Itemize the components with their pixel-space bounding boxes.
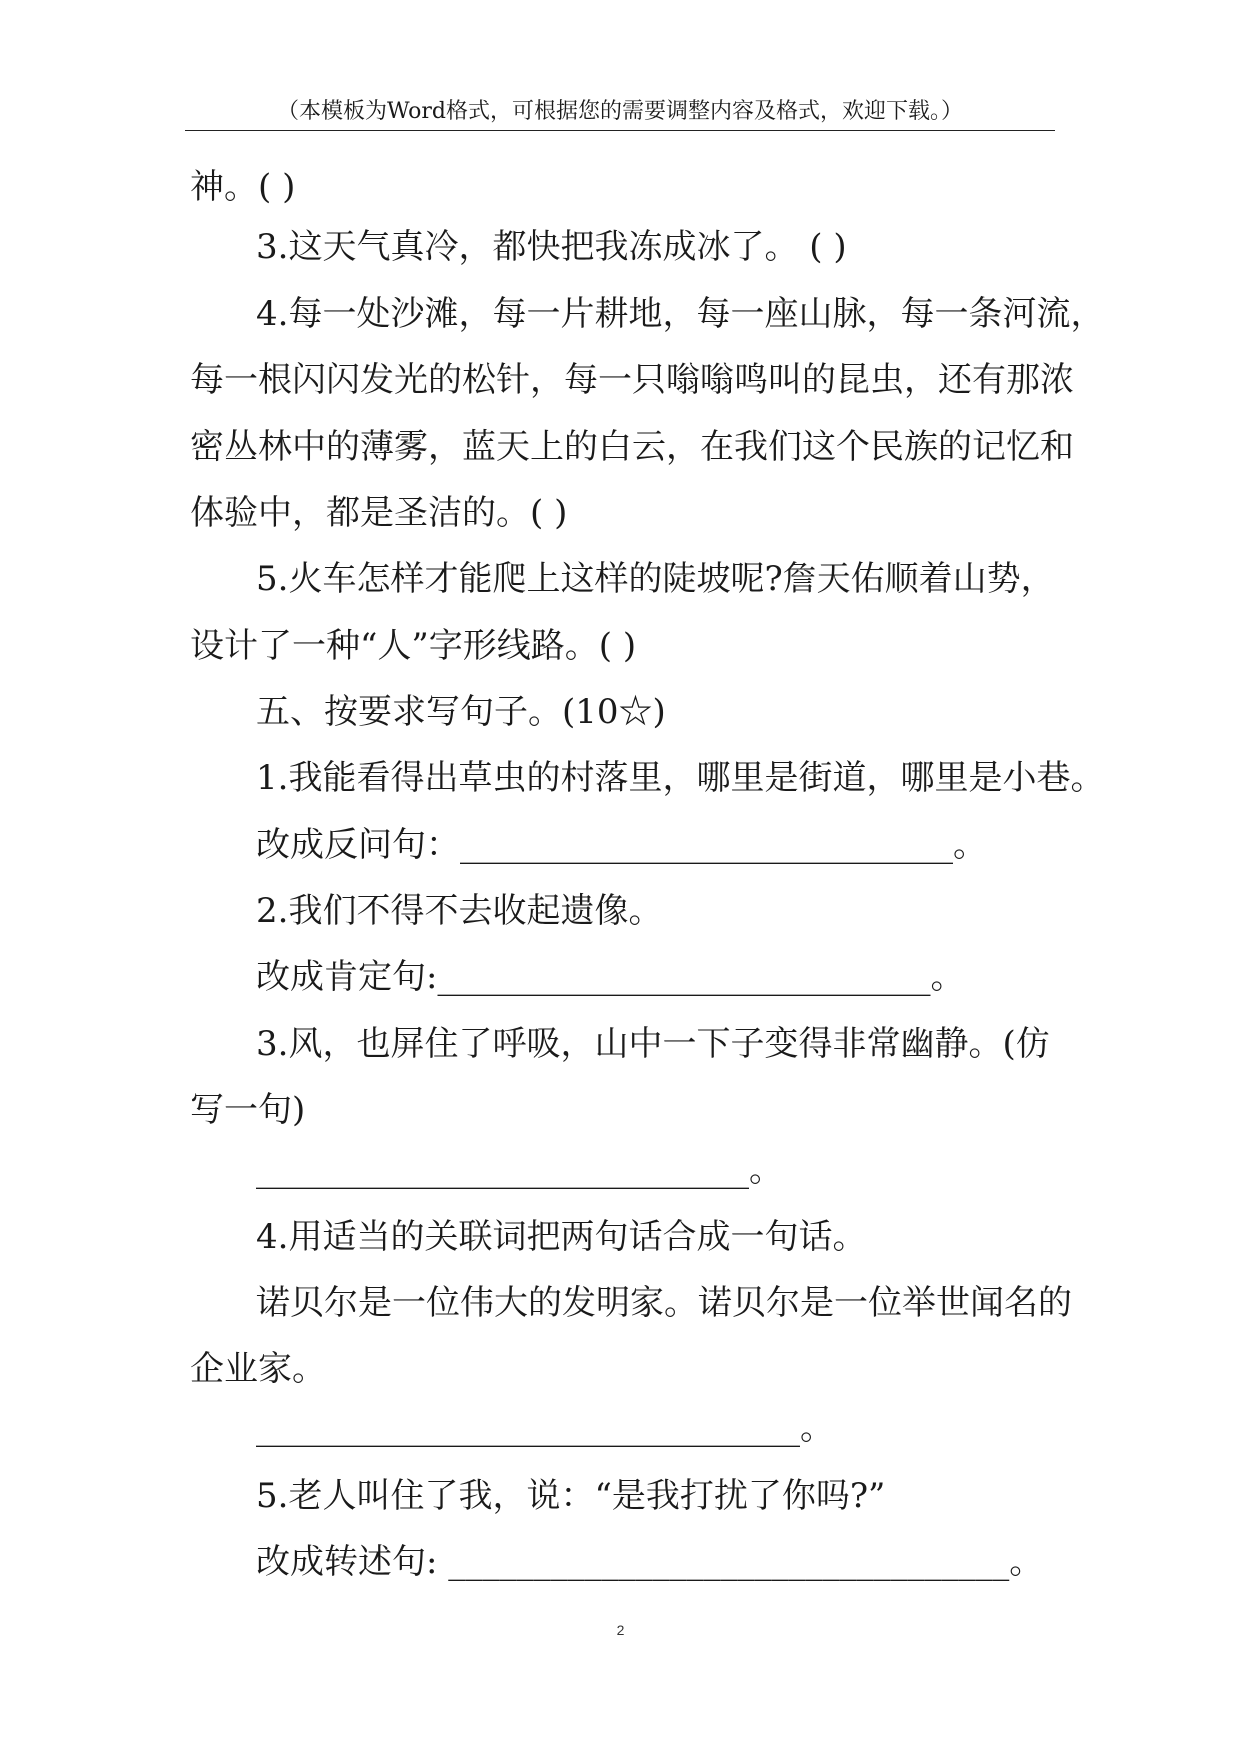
text-line: 企业家。 (190, 1349, 326, 1389)
answer-line: 改成肯定句:_____________________________。 (256, 957, 965, 997)
question-line: 5.火车怎样才能爬上这样的陡坡呢?詹天佑顺着山势， (256, 559, 1055, 599)
question-line: 2.我们不得不去收起遗像。 (256, 891, 663, 931)
answer-line: ________________________________。 (256, 1408, 834, 1448)
text-line: 体验中，都是圣洁的。( ) (190, 493, 568, 533)
text-line: 密丛林中的薄雾，蓝天上的白云，在我们这个民族的记忆和 (190, 427, 1074, 467)
question-line: 1.我能看得出草虫的村落里，哪里是街道，哪里是小巷。 (256, 758, 1105, 798)
question-line: 3.这天气真冷，都快把我冻成冰了。 ( ) (256, 227, 847, 267)
text-line: 设计了一种“人”字形线路。( ) (190, 626, 637, 666)
document-header: （本模板为Word格式，可根据您的需要调整内容及格式，欢迎下载。） (277, 99, 963, 124)
answer-line: _____________________________。 (256, 1150, 783, 1190)
text-line: 诺贝尔是一位伟大的发明家。诺贝尔是一位举世闻名的 (256, 1283, 1072, 1323)
question-line: 5.老人叫住了我，说：“是我打扰了你吗?” (256, 1476, 886, 1516)
page-number: 2 (616, 1622, 625, 1638)
section-heading: 五、按要求写句子。(10☆) (256, 692, 666, 732)
answer-line: 改成反问句：_____________________________。 (256, 825, 987, 865)
text-line: 写一句) (190, 1090, 306, 1130)
question-line: 4.每一处沙滩，每一片耕地，每一座山脉，每一条河流， (256, 294, 1105, 334)
question-line: 4.用适当的关联词把两句话合成一句话。 (256, 1217, 867, 1257)
header-divider (185, 130, 1055, 131)
text-line: 每一根闪闪发光的松针，每一只嗡嗡鸣叫的昆虫，还有那浓 (190, 360, 1074, 400)
answer-line: 改成转述句: _________________________________。 (256, 1542, 1044, 1582)
text-line: 神。( ) (190, 167, 296, 207)
question-line: 3.风，也屏住了呼吸，山中一下子变得非常幽静。(仿 (256, 1024, 1050, 1064)
